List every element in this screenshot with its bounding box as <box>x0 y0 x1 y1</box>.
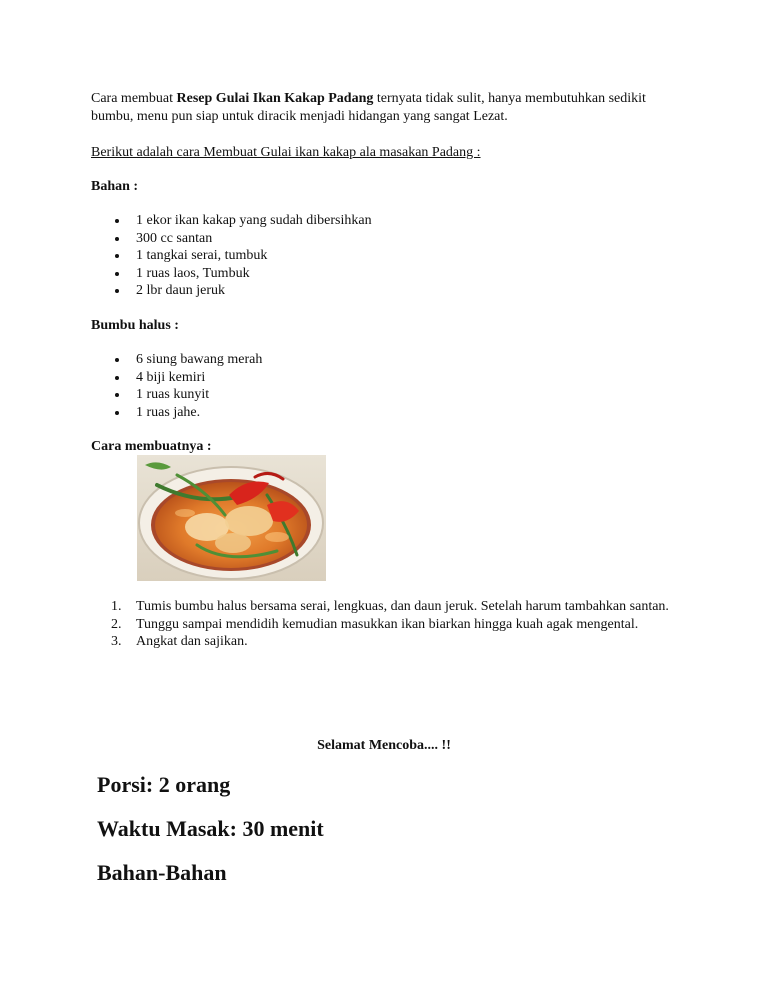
bumbu-heading: Bumbu halus : <box>91 318 179 333</box>
list-item: 1 tangkai serai, tumbuk <box>91 247 372 265</box>
list-item: 4 biji kemiri <box>91 369 262 387</box>
list-item: 1 ekor ikan kakap yang sudah dibersihkan <box>91 212 372 230</box>
intro-recipe-name: Resep Gulai Ikan Kakap Padang <box>176 91 374 106</box>
step-number: 2. <box>111 616 122 632</box>
intro-suffix: ternyata tidak sulit, hanya membutuhkan sedikit bumbu, menu pun siap untuk diracik menjadi hidangan yang sangat Lezat. <box>91 91 646 124</box>
step-item <box>91 633 691 651</box>
bahan-bahan-heading: Bahan-Bahan <box>97 860 227 885</box>
gulai-dish-illustration <box>137 455 326 581</box>
step-text: Angkat dan sajikan. <box>136 634 248 649</box>
list-item: 1 ruas jahe. <box>91 404 262 422</box>
step-item <box>91 616 691 634</box>
list-item: 6 siung bawang merah <box>91 351 262 369</box>
list-item: 300 cc santan <box>91 230 372 248</box>
step-text: Tunggu sampai mendidih kemudian masukkan ikan biarkan hingga kuah agak mengental. <box>136 616 639 632</box>
list-item: 2 lbr daun jeruk <box>91 282 372 300</box>
recipe-subtitle: Berikut adalah cara Membuat Gulai ikan kakap ala masakan Padang : <box>91 145 481 160</box>
cara-heading: Cara membuatnya : <box>91 439 212 454</box>
step-number: 1. <box>111 599 122 614</box>
list-item: 1 ruas laos, Tumbuk <box>91 265 372 283</box>
step-item <box>91 598 691 616</box>
step-number: 3. <box>111 634 122 649</box>
intro-prefix: Cara membuat <box>91 91 177 106</box>
steps-list <box>91 598 691 651</box>
gulai-dish-image <box>137 455 326 581</box>
intro-paragraph <box>91 90 691 126</box>
list-item: 1 ruas kunyit <box>91 386 262 404</box>
step-text: Tumis bumbu halus bersama serai, lengkuas, dan daun jeruk. Setelah harum tambahkan santan. <box>136 599 669 614</box>
bahan-heading: Bahan : <box>91 179 139 194</box>
waktu-masak-heading: Waktu Masak: 30 menit <box>97 816 324 841</box>
porsi-heading: Porsi: 2 orang <box>97 772 231 797</box>
bumbu-list <box>91 351 262 421</box>
closing-text: Selamat Mencoba.... !! <box>317 738 451 753</box>
bahan-list <box>91 212 372 300</box>
